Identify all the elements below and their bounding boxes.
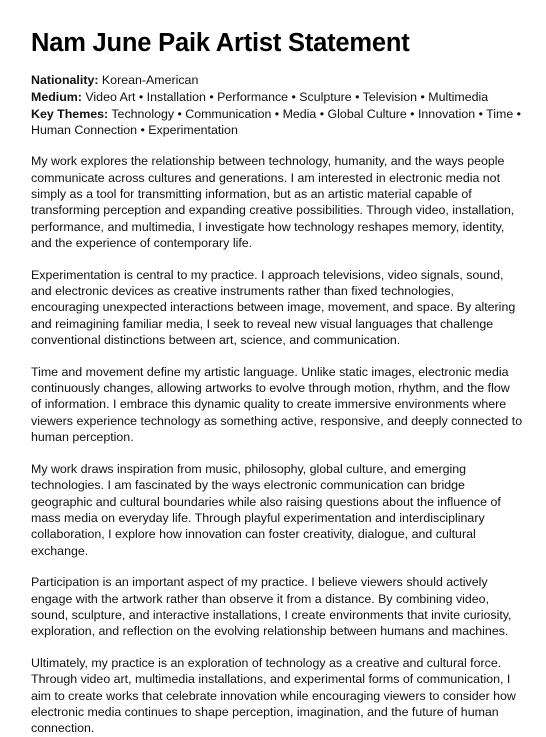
meta-medium [31,89,523,106]
paragraph-3: Time and movement define my artistic language. Unlike static images, electronic media continuously changes, allowing artworks to evolve through motion, rhythm, and the flow of information. I embrace this dynamic quality to create immersive environments where viewers experience technology as something active, responsive, and deeply connected to human perception. [31,364,523,445]
page-title: Nam June Paik Artist Statement [31,29,410,57]
paragraph-2: Experimentation is central to my practice. I approach televisions, video signals, sound, and electronic devices as creative instruments rather than fixed technologies, encouraging unexpected interactions between image, movement, and space. By altering and reimagining familiar media, I seek to reveal new visual languages that challenge conventional distinctions between art, science, and communication. [31,267,516,348]
meta-nationality-value: Korean-American [101,73,199,87]
meta-medium-value: Video Art • Installation • Performance • Sculpture • Television • Multimedia [85,89,489,104]
paragraph-6: Ultimately, my practice is an exploration of technology as a creative and cultural force. Through video art, multimedia installations, and experimental forms of communication, I aim to create works that celebrate innovation while encouraging viewers to consider how electronic media continues to shape perception, imagination, and the future of human connection. [31,655,516,736]
paragraph-1: My work explores the relationship between technology, humanity, and the ways people communicate across cultures and generations. I am interested in electronic media not simply as a tool for transmitting information, but as an artistic material capable of transforming perception and expanding creative possibilities. Through video, installation, performance, and multimedia, I investigate how technology reshapes memory, identity, and the experience of contemporary life. [31,154,515,251]
document-page [31,26,523,737]
meta-key-themes-label: Key Themes: [31,106,109,121]
meta-key-themes [31,106,523,140]
paragraph-5: Participation is an important aspect of my practice. I believe viewers should actively engage with the artwork rather than observe it from a distance. By combining video, sound, sculpture, and interactive installations, I create environments that invite curiosity, exploration, and reflection on the evolving relationship between humans and machines. [31,575,512,639]
meta-nationality [31,72,523,89]
metadata-block [31,72,523,139]
meta-medium-label: Medium: [31,89,82,104]
meta-nationality-label: Nationality: [31,73,99,87]
paragraph-4: My work draws inspiration from music, philosophy, global culture, and emerging technologies. I am fascinated by the ways electronic communication can bridge geographic and cultural boundaries while also raising questions about the influence of mass media on everyday life. Through playful experimentation and interdisciplinary collaboration, I explore how innovation can foster creativity, dialogue, and cultural exchange. [31,461,501,558]
meta-key-themes-value: Technology • Communication • Media • Global Culture • Innovation • Time • Human Connection • Experimentation [31,106,521,138]
